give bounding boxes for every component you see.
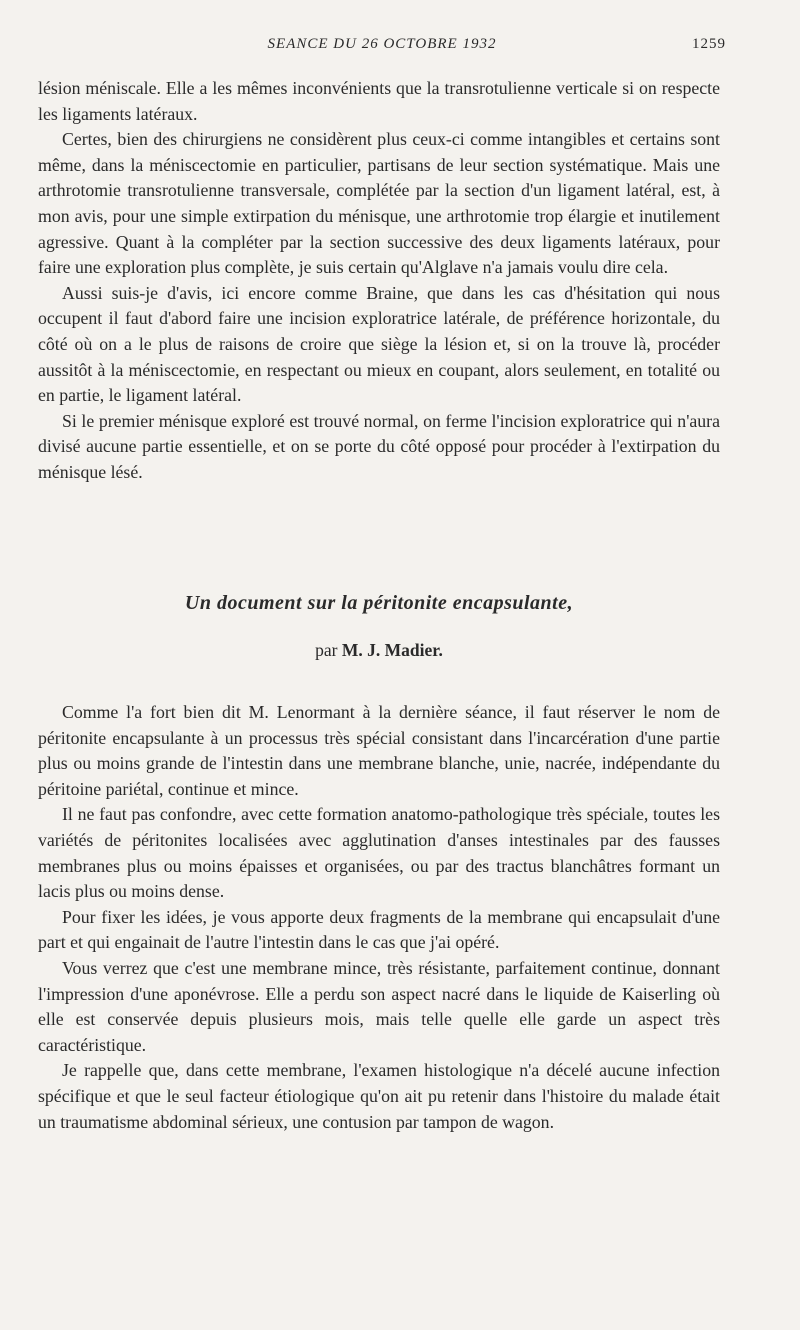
author-name: M. J. Madier.	[341, 640, 443, 660]
paragraph: Si le premier ménisque exploré est trouvé normal, on ferme l'incision exploratrice qui n'aura divisé aucune partie essentielle, et on se porte du côté opposé pour procéder à l'extirpation du ménisque lésé.	[38, 410, 720, 482]
running-header	[38, 36, 726, 58]
author-prefix: par	[315, 640, 342, 660]
article-title: Un document sur la péritonite encapsulante,	[184, 592, 574, 614]
article-body	[38, 700, 720, 1135]
paragraph: Il ne faut pas confondre, avec cette formation anatomo-pathologique très spéciale, toutes les variétés de péritonites localisées avec agglutination d'anses intestinales par des fausses membranes plus ou moins épaisses et organisées, ou par des tractus blanchâtres formant un lacis plus ou moins dense.	[38, 804, 720, 902]
paragraph: Vous verrez que c'est une membrane mince, très résistante, parfaitement continue, donnant l'impression d'une aponévrose. Elle a perdu son aspect nacré dans le liquide de Kaiserling où elle est conservée depuis plusieurs mois, mais telle quelle elle garde un aspect très caractéristique.	[38, 957, 720, 1055]
paragraph: Aussi suis-je d'avis, ici encore comme Braine, que dans les cas d'hésitation qui nous occupent il faut d'abord faire une incision exploratrice latérale, de préférence horizontale, du côté où on a le plus de raisons de croire que siège la lésion et, si on la trouve là, procéder aussitôt à la méniscectomie, en respectant ou mieux en coupant, alors seulement, en totalité ou en partie, le ligament latéral.	[38, 282, 720, 406]
paragraph: Certes, bien des chirurgiens ne considèrent plus ceux-ci comme intangibles et certains sont même, dans la méniscectomie en particulier, partisans de leur section systématique. Mais une arthrotomie transrotulienne transversale, complétée par la section d'un ligament latéral, est, à mon avis, pour une simple extirpation du ménisque, une arthrotomie trop élargie et inutilement agressive. Quant à la compléter par la section successive des deux ligaments latéraux, pour faire une exploration plus complète, je suis certain qu'Alglave n'a jamais voulu dire cela.	[38, 129, 720, 278]
paragraph: lésion méniscale. Elle a les mêmes inconvénients que la transrotulienne verticale si on respecte les ligaments latéraux.	[38, 78, 720, 124]
paragraph: Je rappelle que, dans cette membrane, l'examen histologique n'a décelé aucune infection spécifique et que le seul facteur étiologique qu'on ait pu retenir dans l'histoire du malade était un traumatisme abdominal sérieux, une contusion par tampon de wagon.	[38, 1060, 720, 1132]
page-number: 1259	[692, 36, 726, 52]
article-author	[38, 640, 720, 661]
paragraph: Comme l'a fort bien dit M. Lenormant à la dernière séance, il faut réserver le nom de péritonite encapsulante à un processus très spécial consistant dans l'incarcération d'une partie plus ou moins grande de l'intestin dans une membrane blanche, unie, nacrée, indépendante du péritoine pariétal, continue et mince.	[38, 702, 720, 799]
previous-article-continuation	[38, 76, 720, 486]
paragraph: Pour fixer les idées, je vous apporte deux fragments de la membrane qui encapsulait d'une part et qui engainait de l'autre l'intestin dans le cas que j'ai opéré.	[38, 906, 720, 953]
running-title: SEANCE DU 26 OCTOBRE 1932	[267, 36, 497, 52]
